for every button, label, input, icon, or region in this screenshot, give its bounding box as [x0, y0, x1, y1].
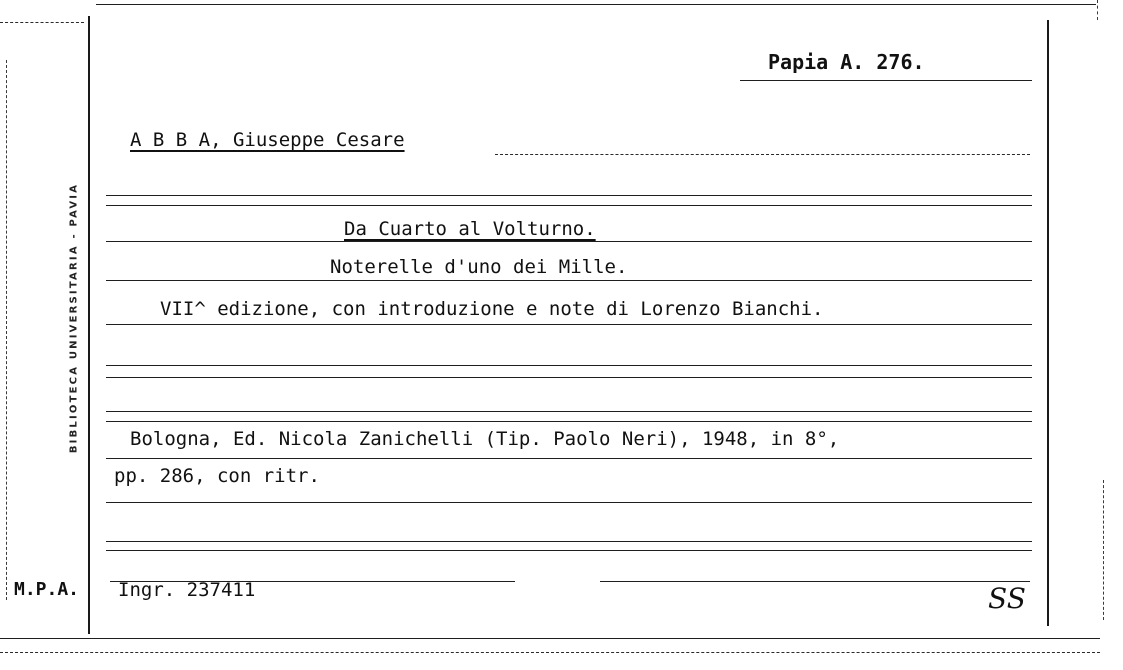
library-stamp-text: BIBLIOTECA UNIVERSITARIA - PAVIA — [68, 182, 80, 454]
card-rule-6 — [106, 365, 1032, 366]
card-rule-8 — [106, 411, 1032, 412]
card-rule-3 — [106, 241, 1032, 242]
imprint-line-2: pp. 286, con ritr. — [114, 465, 320, 487]
right-margin-line — [1047, 20, 1049, 626]
bottom-rule-right — [600, 581, 1030, 582]
inventory-number: Ingr. 237411 — [118, 579, 256, 601]
left-margin-line — [88, 16, 90, 634]
card-rule-13 — [106, 550, 1032, 551]
title-line-1: Da Cuarto al Volturno. — [344, 218, 596, 240]
card-rule-5 — [106, 324, 1032, 325]
inventory-prefix: M.P.A. — [14, 579, 80, 600]
right-top-dashes — [1097, 0, 1098, 20]
shelfmark: Papia A. 276. — [768, 50, 925, 74]
top-border-line — [96, 4, 1096, 5]
card-rule-2 — [106, 205, 1032, 206]
card-rule-1 — [106, 195, 1032, 196]
card-rule-11 — [106, 502, 1032, 503]
title-line-2: Noterelle d'uno dei Mille. — [330, 256, 628, 278]
cataloguer-initials: SS — [988, 582, 1026, 615]
author-rule-right — [495, 154, 1030, 155]
card-rule-12 — [106, 541, 1032, 542]
card-bottom-dashes — [0, 652, 1100, 653]
left-edge-dashes — [6, 60, 7, 600]
card-rule-4 — [106, 280, 1032, 281]
card-bottom-edge — [0, 638, 1100, 639]
card-rule-9 — [106, 421, 1032, 422]
shelfmark-rule — [740, 80, 1032, 81]
author-heading: A B B A, Giuseppe Cesare — [130, 129, 405, 151]
card-top-dashes — [0, 22, 84, 23]
edition-statement: VII^ edizione, con introduzione e note di Lorenzo Bianchi. — [160, 298, 824, 320]
card-rule-10 — [106, 458, 1032, 459]
right-edge-dashes — [1103, 480, 1104, 620]
imprint-line-1: Bologna, Ed. Nicola Zanichelli (Tip. Paolo Neri), 1948, in 8°, — [130, 428, 840, 450]
card-rule-7 — [106, 377, 1032, 378]
